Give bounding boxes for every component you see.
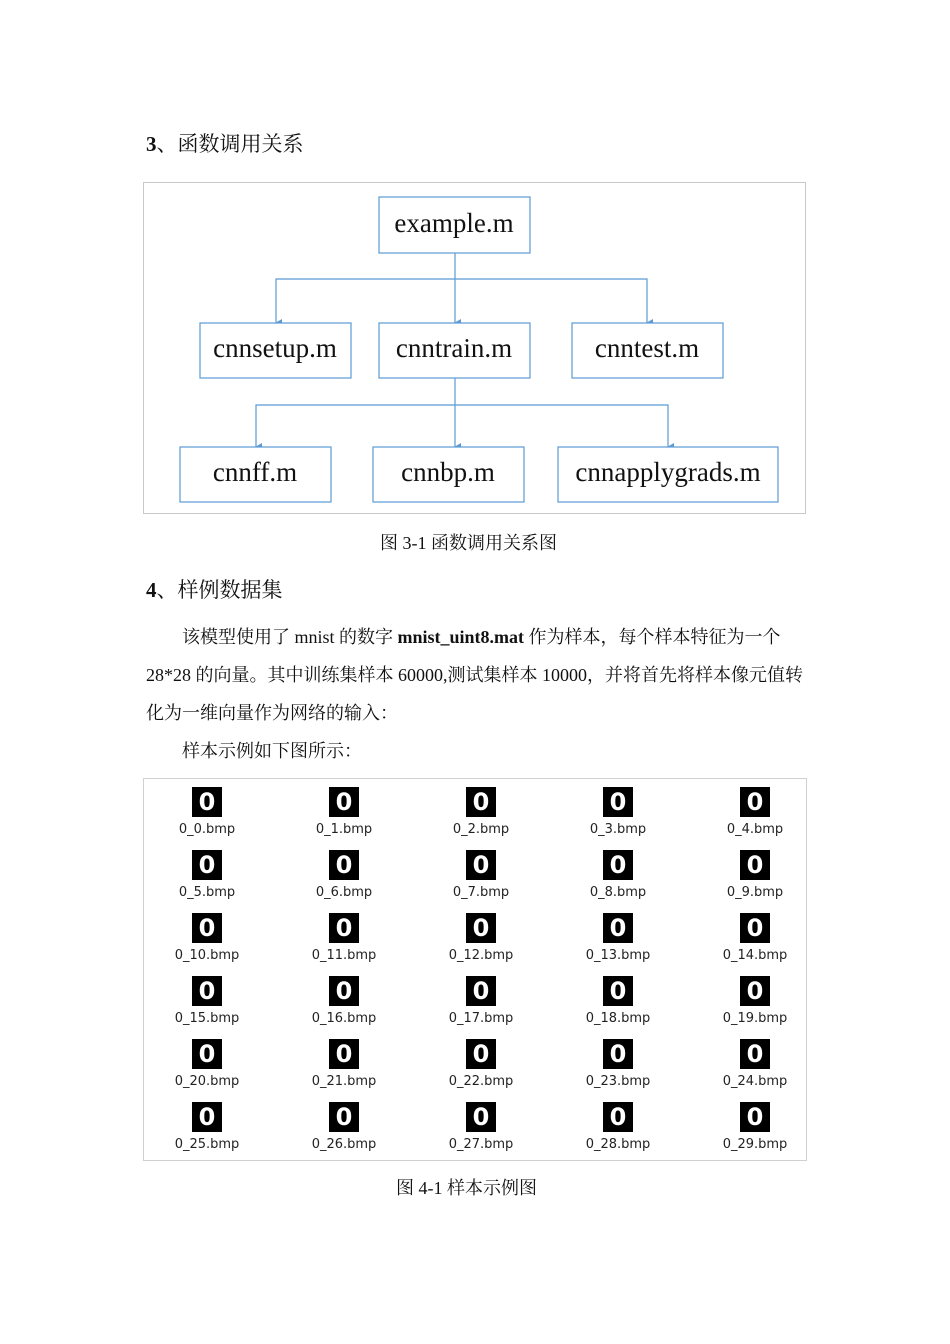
digit-glyph: 0 bbox=[335, 788, 353, 816]
sample-filename: 0_2.bmp bbox=[452, 822, 510, 837]
sample-filename: 0_4.bmp bbox=[726, 822, 784, 837]
figure-4-1-caption: 图 4-1 样本示例图 bbox=[396, 1178, 537, 1198]
sample-filename: 0_27.bmp bbox=[448, 1137, 514, 1152]
sample-thumbnail bbox=[740, 976, 770, 1006]
digit-glyph: 0 bbox=[609, 851, 627, 879]
figure-3-1-caption: 图 3-1 函数调用关系图 bbox=[380, 533, 557, 553]
digit-glyph: 0 bbox=[472, 788, 490, 816]
digit-glyph: 0 bbox=[609, 1040, 627, 1068]
digit-glyph: 0 bbox=[746, 1040, 764, 1068]
sample-filename: 0_25.bmp bbox=[174, 1137, 240, 1152]
sample-item[interactable] bbox=[284, 787, 404, 847]
call-graph-diagram bbox=[143, 182, 806, 514]
node-cnnapplygrads: cnnapplygrads.m bbox=[575, 457, 761, 488]
body-paragraph bbox=[146, 618, 808, 732]
sample-filename: 0_9.bmp bbox=[726, 885, 784, 900]
sample-item[interactable] bbox=[695, 787, 815, 847]
sample-thumbnail bbox=[466, 1102, 496, 1132]
sample-thumbnail bbox=[329, 1102, 359, 1132]
sample-item[interactable] bbox=[284, 913, 404, 973]
sample-thumbnail bbox=[740, 1102, 770, 1132]
sample-filename: 0_7.bmp bbox=[452, 885, 510, 900]
sample-item[interactable] bbox=[695, 976, 815, 1036]
sample-thumbnail bbox=[466, 1039, 496, 1069]
sample-item[interactable] bbox=[284, 1102, 404, 1162]
sample-thumbnail bbox=[466, 787, 496, 817]
section-3-heading bbox=[146, 128, 304, 158]
node-cnntrain: cnntrain.m bbox=[395, 333, 513, 364]
connector-root-setup bbox=[276, 279, 455, 323]
sample-thumbnail bbox=[740, 787, 770, 817]
sample-filename: 0_28.bmp bbox=[585, 1137, 651, 1152]
digit-glyph: 0 bbox=[335, 851, 353, 879]
sample-filename: 0_8.bmp bbox=[589, 885, 647, 900]
sample-thumbnail bbox=[192, 1102, 222, 1132]
section-number: 4 bbox=[146, 578, 157, 602]
digit-glyph: 0 bbox=[609, 1103, 627, 1131]
sample-item[interactable] bbox=[147, 1102, 267, 1162]
sample-thumbnail bbox=[192, 976, 222, 1006]
sample-filename: 0_22.bmp bbox=[448, 1074, 514, 1089]
sample-filename: 0_20.bmp bbox=[174, 1074, 240, 1089]
sample-thumbnail bbox=[466, 913, 496, 943]
node-cnnff: cnnff.m bbox=[212, 457, 298, 488]
sample-item[interactable] bbox=[558, 787, 678, 847]
sample-filename: 0_12.bmp bbox=[448, 948, 514, 963]
node-cnntest: cnntest.m bbox=[594, 333, 700, 364]
sample-item[interactable] bbox=[147, 850, 267, 910]
sample-thumbnail bbox=[192, 787, 222, 817]
digit-glyph: 0 bbox=[198, 914, 216, 942]
digit-glyph: 0 bbox=[335, 914, 353, 942]
digit-glyph: 0 bbox=[335, 1103, 353, 1131]
paragraph-text-after: 作为样本，每个样本特征为一个 28*28 的向量。其中训练集样本 60000,测试集样本 10000，并将首先将样本像元值转化为一维向量作为网络的输入： bbox=[146, 627, 803, 723]
sample-item[interactable] bbox=[421, 1039, 541, 1099]
sample-filename: 0_14.bmp bbox=[722, 948, 788, 963]
sample-item[interactable] bbox=[558, 976, 678, 1036]
sample-thumbnail bbox=[740, 850, 770, 880]
sample-item[interactable] bbox=[695, 913, 815, 973]
sample-filename: 0_21.bmp bbox=[311, 1074, 377, 1089]
node-cnnbp: cnnbp.m bbox=[401, 457, 495, 488]
sample-filename: 0_5.bmp bbox=[178, 885, 236, 900]
sample-item[interactable] bbox=[421, 913, 541, 973]
digit-glyph: 0 bbox=[472, 914, 490, 942]
sample-filename: 0_1.bmp bbox=[315, 822, 373, 837]
sample-item[interactable] bbox=[147, 1039, 267, 1099]
sample-filename: 0_24.bmp bbox=[722, 1074, 788, 1089]
sample-thumbnail bbox=[603, 1039, 633, 1069]
sample-filename: 0_3.bmp bbox=[589, 822, 647, 837]
sample-filename: 0_13.bmp bbox=[585, 948, 651, 963]
digit-glyph: 0 bbox=[198, 977, 216, 1005]
dataset-filename: mnist_uint8.mat bbox=[397, 627, 525, 647]
sample-thumbnail bbox=[329, 787, 359, 817]
sample-item[interactable] bbox=[284, 850, 404, 910]
sample-filename: 0_15.bmp bbox=[174, 1011, 240, 1026]
sample-thumbnail bbox=[192, 913, 222, 943]
sample-item[interactable] bbox=[284, 1039, 404, 1099]
connector-root-test bbox=[455, 279, 647, 323]
digit-glyph: 0 bbox=[746, 851, 764, 879]
digit-glyph: 0 bbox=[472, 851, 490, 879]
sample-filename: 0_29.bmp bbox=[722, 1137, 788, 1152]
digit-glyph: 0 bbox=[609, 788, 627, 816]
sample-filename: 0_16.bmp bbox=[311, 1011, 377, 1026]
node-cnnsetup: cnnsetup.m bbox=[213, 333, 337, 364]
sample-item[interactable] bbox=[558, 1039, 678, 1099]
digit-glyph: 0 bbox=[198, 851, 216, 879]
sample-image-grid bbox=[143, 778, 807, 1161]
sample-item[interactable] bbox=[147, 787, 267, 847]
sample-filename: 0_18.bmp bbox=[585, 1011, 651, 1026]
sample-item[interactable] bbox=[147, 976, 267, 1036]
sample-item[interactable] bbox=[558, 850, 678, 910]
sample-thumbnail bbox=[603, 850, 633, 880]
sample-thumbnail bbox=[329, 976, 359, 1006]
sample-item[interactable] bbox=[421, 787, 541, 847]
sample-filename: 0_17.bmp bbox=[448, 1011, 514, 1026]
sample-thumbnail bbox=[740, 913, 770, 943]
sample-item[interactable] bbox=[695, 1102, 815, 1162]
digit-glyph: 0 bbox=[472, 977, 490, 1005]
sample-item[interactable] bbox=[284, 976, 404, 1036]
sample-thumbnail bbox=[329, 850, 359, 880]
paragraph-text-before: 该模型使用了 mnist 的数字 bbox=[182, 627, 398, 647]
sample-filename: 0_0.bmp bbox=[178, 822, 236, 837]
sample-filename: 0_11.bmp bbox=[311, 948, 377, 963]
digit-glyph: 0 bbox=[746, 914, 764, 942]
sample-item[interactable] bbox=[421, 850, 541, 910]
digit-glyph: 0 bbox=[472, 1103, 490, 1131]
digit-glyph: 0 bbox=[198, 1103, 216, 1131]
sample-item[interactable] bbox=[695, 1039, 815, 1099]
sample-thumbnail bbox=[740, 1039, 770, 1069]
digit-glyph: 0 bbox=[609, 977, 627, 1005]
sample-filename: 0_26.bmp bbox=[311, 1137, 377, 1152]
call-graph-svg bbox=[144, 183, 807, 515]
sample-item[interactable] bbox=[421, 976, 541, 1036]
section-4-heading bbox=[146, 574, 283, 604]
sample-item[interactable] bbox=[695, 850, 815, 910]
digit-glyph: 0 bbox=[198, 1040, 216, 1068]
sample-item[interactable] bbox=[558, 913, 678, 973]
sample-thumbnail bbox=[466, 976, 496, 1006]
sample-thumbnail bbox=[329, 913, 359, 943]
node-example: example.m bbox=[394, 208, 514, 239]
connector-train-applygrads bbox=[455, 405, 668, 447]
sample-thumbnail bbox=[603, 913, 633, 943]
digit-glyph: 0 bbox=[746, 788, 764, 816]
digit-glyph: 0 bbox=[746, 977, 764, 1005]
sample-intro-paragraph: 样本示例如下图所示： bbox=[182, 741, 362, 761]
digit-glyph: 0 bbox=[335, 977, 353, 1005]
connector-train-ff bbox=[256, 405, 455, 447]
sample-thumbnail bbox=[603, 976, 633, 1006]
digit-glyph: 0 bbox=[335, 1040, 353, 1068]
sample-thumbnail bbox=[603, 1102, 633, 1132]
sample-thumbnail bbox=[466, 850, 496, 880]
sample-item[interactable] bbox=[147, 913, 267, 973]
section-number: 3 bbox=[146, 132, 157, 156]
digit-glyph: 0 bbox=[198, 788, 216, 816]
sample-thumbnail bbox=[329, 1039, 359, 1069]
sample-filename: 0_6.bmp bbox=[315, 885, 373, 900]
sample-thumbnail bbox=[192, 1039, 222, 1069]
sample-filename: 0_19.bmp bbox=[722, 1011, 788, 1026]
digit-glyph: 0 bbox=[609, 914, 627, 942]
sample-item[interactable] bbox=[558, 1102, 678, 1162]
sample-item[interactable] bbox=[421, 1102, 541, 1162]
section-separator: 、 bbox=[156, 578, 178, 602]
digit-glyph: 0 bbox=[472, 1040, 490, 1068]
section-title: 函数调用关系 bbox=[177, 132, 304, 156]
section-title: 样例数据集 bbox=[177, 578, 283, 602]
sample-thumbnail bbox=[603, 787, 633, 817]
section-separator: 、 bbox=[156, 132, 178, 156]
sample-filename: 0_10.bmp bbox=[174, 948, 240, 963]
digit-glyph: 0 bbox=[746, 1103, 764, 1131]
sample-filename: 0_23.bmp bbox=[585, 1074, 651, 1089]
sample-thumbnail bbox=[192, 850, 222, 880]
